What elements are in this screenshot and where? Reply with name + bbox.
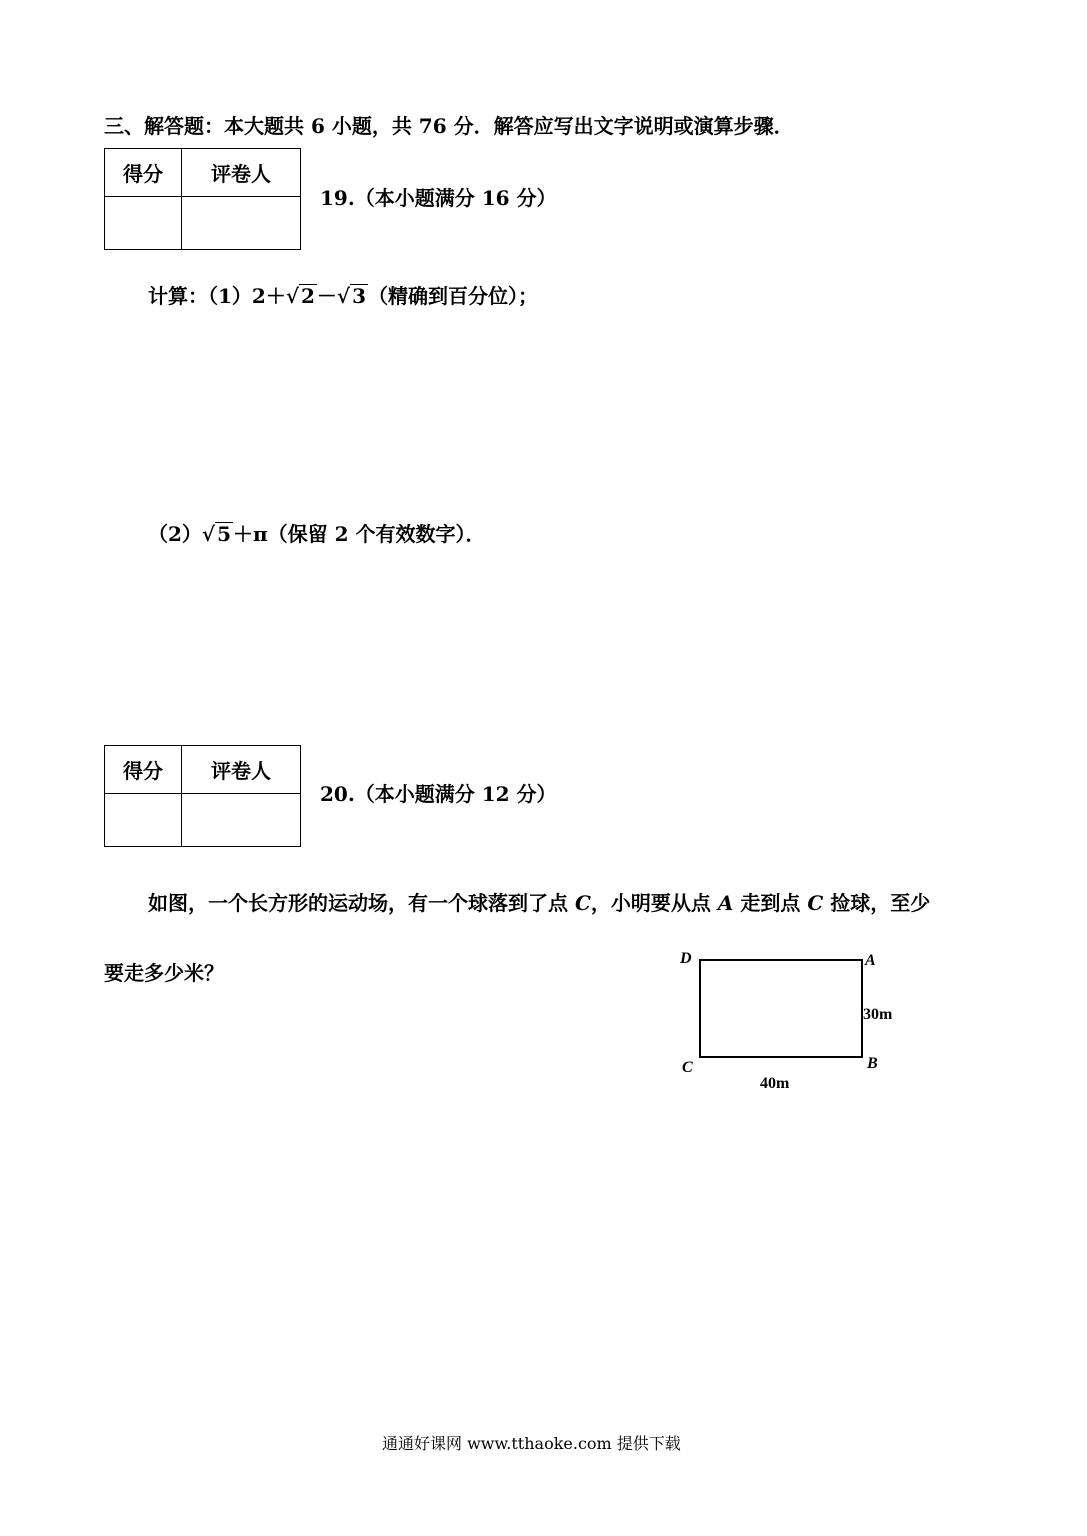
grader-header: 评卷人 [182,149,301,197]
q20-text-line2: 要走多少米？ [104,961,224,985]
radicand-3: 3 [352,284,366,308]
section-title: 三、解答题： [104,114,224,138]
field-rectangle [700,960,862,1057]
score-header: 得分 [105,149,182,197]
label-40m: 40m [760,1075,790,1092]
score-table-20 [104,745,301,847]
q19-part2 [148,522,485,546]
sqrt-5: √ 5 [201,522,231,546]
q19-title: 19.（本小题满分 16 分） [320,186,557,210]
point-c-ref: C [574,891,591,915]
point-a-ref: A [717,891,734,915]
label-a: A [865,952,876,969]
rectangle-figure [660,940,920,1100]
score-table-19 [104,148,301,250]
q19-p1-minus: － [316,284,337,308]
label-d: D [680,950,692,967]
point-c-ref-2: C [807,891,824,915]
q20-text-d: 捡球，至少 [823,891,931,915]
sqrt-3: √ 3 [336,284,366,308]
score-cell [105,197,182,250]
q20-title: 20.（本小题满分 12 分） [320,782,557,806]
q19-p2-rest: ＋π（保留 2 个有效数字）． [233,522,486,546]
q19-p1-note: （精确到百分位）； [368,284,538,308]
label-c: C [682,1059,693,1076]
radicand-5: 5 [217,522,231,546]
score-cell [105,794,182,847]
section-heading [104,114,794,138]
q20-text-b: ，小明要从点 [590,891,718,915]
label-b: B [867,1055,878,1072]
sqrt-2: √ 2 [285,284,315,308]
radicand-2: 2 [301,284,315,308]
q19-intro: 计算：（1） [148,284,252,308]
grader-header: 评卷人 [182,746,301,794]
q19-p2-label: （2） [148,522,202,546]
footer: 通通好课网 www.tthaoke.com 提供下载 [382,1434,681,1453]
q20-text-c: 走到点 [733,891,808,915]
grader-cell [182,794,301,847]
q20-text-a: 如图，一个长方形的运动场，有一个球落到了点 [148,891,575,915]
score-header: 得分 [105,746,182,794]
q20-text-line1 [148,891,930,915]
q19-part1 [148,284,538,308]
grader-cell [182,197,301,250]
section-description: 本大题共 6 小题，共 76 分．解答应写出文字说明或演算步骤． [224,114,794,138]
q19-p1-a: 2＋ [251,284,286,308]
label-30m: 30m [863,1006,893,1023]
